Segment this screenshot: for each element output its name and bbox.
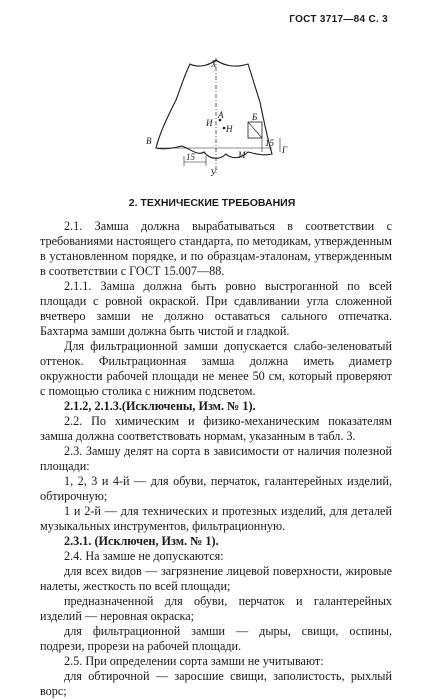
label-a: А [218, 110, 224, 120]
paragraph: 1, 2, 3 и 4-й — для обуви, перчаток, галантерейных изделий, обтирочную; [40, 474, 392, 503]
label-v: В [146, 136, 152, 146]
document-body [40, 219, 392, 699]
paragraph: 2.4. На замше не допускаются: [64, 549, 224, 563]
paragraph: для всех видов — загрязнение лицевой поверхности, жировые налеты, жесткость по всей площади; [40, 564, 392, 593]
hide-outline-figure [140, 56, 305, 181]
label-b: Б [252, 112, 258, 122]
label-dim-15b: 15 [265, 138, 274, 148]
page-header: ГОСТ 3717—84 С. 3 [289, 14, 388, 25]
paragraph: Для фильтрационной замши допускается слабо-зеленоватый оттенок. Фильтрационная замша должна иметь диаметр окружности рабочей площади не менее 50 см, который проверяют с помощью столика с нижним подсветом. [40, 339, 392, 398]
paragraph: 2.2. По химическим и физико-механическим показателям замша должна соответствовать нормам, указанным в табл. 3. [40, 414, 392, 443]
section-title: 2. ТЕХНИЧЕСКИЕ ТРЕБОВАНИЯ [128, 197, 296, 209]
paragraph: 2.3. Замшу делят на сорта в зависимости от наличия полезной площади: [40, 444, 392, 473]
label-dim-15: 15 [186, 152, 195, 162]
label-n: Н [226, 124, 233, 134]
hide-diagram [140, 56, 305, 181]
label-x: Х [211, 59, 217, 69]
label-g: Г [282, 145, 288, 155]
paragraph: 2.1.1. Замша должна быть ровно выстроганной по всей площади с ровной окраской. При сдавливании угла сложенной вчетверо замши не должно оставаться сального отпечатка. Бахтарма замши должна быть чистой и гладкой. [40, 279, 392, 338]
paragraph: предназначенной для обуви, перчаток и галантерейных изделий — неровная окраска; [40, 594, 392, 623]
paragraph: 2.1.2, 2.1.3.(Исключены, Изм. № 1). [64, 399, 256, 413]
paragraph: для фильтрационной замши — дыры, свищи, оспины, подрези, прорези на рабочей площади. [40, 624, 392, 653]
paragraph: 1 и 2-й — для технических и протезных изделий, для деталей музыкальных инструментов, фильтрационную. [40, 504, 392, 533]
paragraph: 2.5. При определении сорта замши не учитывают: [64, 654, 324, 668]
paragraph: 2.1. Замша должна вырабатываться в соответствии с требованиями настоящего стандарта, по методикам, утвержденным в установленном порядке, и по образцам-эталонам, утвержденным в соответствии с ГОСТ 15.007—88. [40, 219, 392, 278]
paragraph: для обтирочной — заросшие свищи, заполистость, рыхлый ворс; [40, 669, 392, 698]
label-i: И [206, 118, 213, 128]
label-m: М [238, 150, 246, 160]
paragraph: 2.3.1. (Исключен, Изм. № 1). [64, 534, 219, 548]
label-y: У [210, 168, 217, 178]
